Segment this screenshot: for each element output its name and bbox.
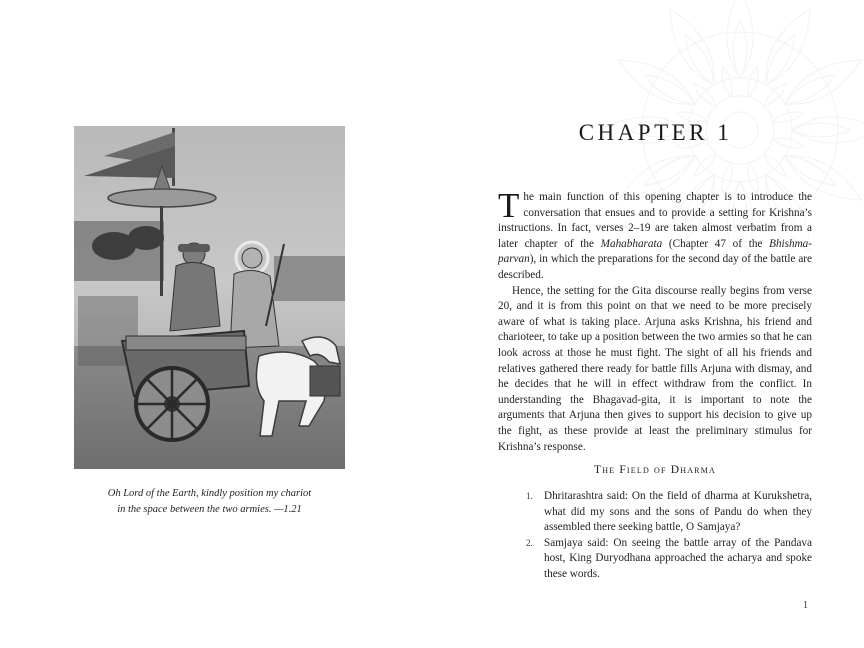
verse-text: Samjaya said: On seeing the battle array of the Pandava host, King Duryodhana approached the acharya and spoke these words.: [544, 536, 812, 580]
verse-item: [526, 489, 812, 536]
bhishma-parvan-title: Bhishma-parvan: [498, 237, 812, 266]
mahabharata-title: Mahabharata: [600, 237, 663, 250]
verse-text: Dhritarashtra said: On the field of dharma at Kurukshetra, what did my sons and the sons of Pandu do when they assembled there seeking battle, O Samjaya?: [544, 490, 812, 534]
paragraph-1-part-a: he main function of this opening chapter is to introduce the conversation that ensues and to provide a setting for Krishna’s instructions. In fact, verses 2–19 are taken almost verbatim from a later chapter of the: [498, 191, 812, 250]
caption-line-2: [74, 502, 345, 518]
chapter-title: CHAPTER 1: [578, 120, 733, 145]
caption-line-2-text: in the space between the two armies.: [117, 504, 272, 515]
chariot-illustration: [74, 126, 345, 469]
caption-reference: —1.21: [274, 504, 302, 515]
drop-cap: T: [498, 186, 520, 225]
section-heading: The Field of Dharma: [593, 464, 717, 476]
verse-number: 1.: [526, 491, 533, 501]
verse-number: 2.: [526, 537, 533, 548]
paragraph-1-part-c: ), in which the preparations for the second day of the battle are described.: [498, 253, 812, 281]
illustration-caption: [74, 486, 345, 518]
paragraph-1: [498, 186, 812, 284]
chapter-body-text: [498, 186, 812, 455]
caption-line-1: Oh Lord of the Earth, kindly position my chariot: [107, 488, 312, 499]
verse-item: [526, 536, 812, 583]
paragraph-2: Hence, the setting for the Gita discourse really begins from verse 20, and it is from this point on that we need to be more precisely aware of what is taking place. Arjuna asks Krishna, his friend and charioteer, to take up a position between the two armies so that he can look across at those he must fight. The sight of all his friends and relatives gathered there ready for battle fills Arjuna with dismay, and he decides that he will in effect withdraw from the conflict. In understanding the Bhagavad-gita, it is important to note the arguments that Arjuna then gives to support his decision to give up the fight, as these provide at least the preliminary stimulus for Krishna’s response.: [498, 284, 812, 453]
verse-list: [526, 489, 812, 583]
page-number: 1: [803, 600, 808, 611]
paragraph-1-part-b: (Chapter 47 of the: [662, 237, 770, 250]
